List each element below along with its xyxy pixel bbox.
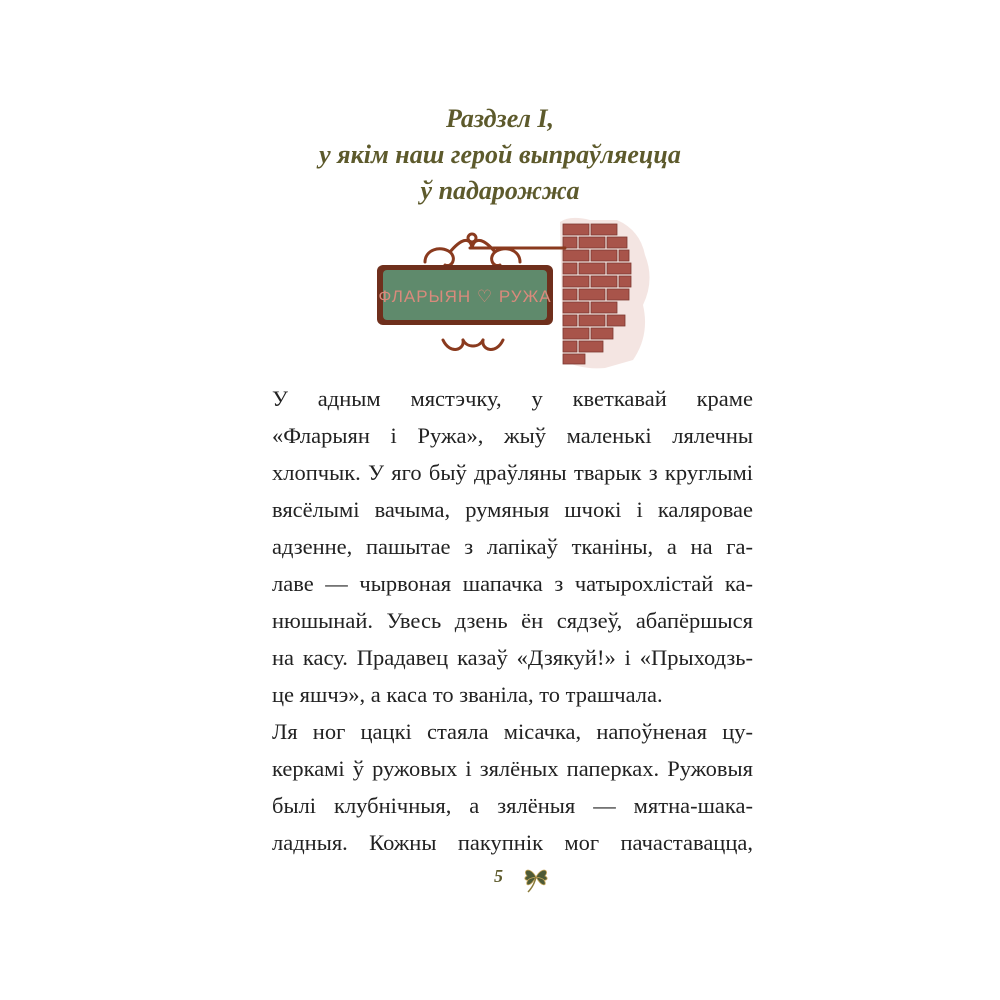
text-line: нюшынай. Увесь дзень ён сядзеў, абапёршыся (272, 608, 753, 633)
page-number: 5 (494, 866, 503, 886)
text-line: былі клубнічныя, а зялёныя — мятна-шака- (272, 793, 753, 818)
shop-sign (377, 265, 553, 325)
shop-sign-illustration (355, 210, 665, 370)
body-text (245, 380, 753, 861)
text-line: керкамі ў ружовых і зялёных паперках. Ружовыя (272, 756, 753, 781)
sign-text: ФЛАРЫЯН ♡ РУЖА (378, 287, 552, 306)
four-leaf-clover-icon (518, 862, 554, 894)
text-line: лаве — чырвоная шапачка з чатырохлістай ка- (272, 571, 753, 596)
chapter-title-line: у якім наш герой выпраўляецца (319, 140, 681, 169)
text-line: «Фларыян і Ружа», жыў маленькі лялечны (272, 423, 753, 448)
text-line: У адным мястэчку, у кветкавай краме (272, 386, 753, 411)
paragraph-1 (245, 380, 753, 713)
text-line: адзенне, пашытае з лапікаў тканіны, а на га- (272, 534, 753, 559)
chapter-title-line: Раздзел І, (445, 104, 555, 133)
page-footer (0, 862, 1000, 892)
chapter-title (150, 101, 850, 209)
text-line: це яшчэ», а каса то званіла, то трашчала. (272, 682, 663, 707)
brick-wall (560, 218, 650, 368)
text-line: хлопчык. У яго быў драўляны тварык з круглымі (272, 460, 753, 485)
text-line: ладныя. Кожны пакупнік мог пачаставацца, (272, 830, 753, 855)
text-line: Ля ног цацкі стаяла місачка, напоўненая цу- (272, 719, 753, 744)
text-line: вясёлымі вачыма, румяныя шчокі і каляровае (272, 497, 753, 522)
paragraph-2 (245, 713, 753, 861)
chapter-title-line: ў падарожжа (420, 176, 580, 205)
text-line: на касу. Прадавец казаў «Дзякуй!» і «Прыходзь- (272, 645, 753, 670)
